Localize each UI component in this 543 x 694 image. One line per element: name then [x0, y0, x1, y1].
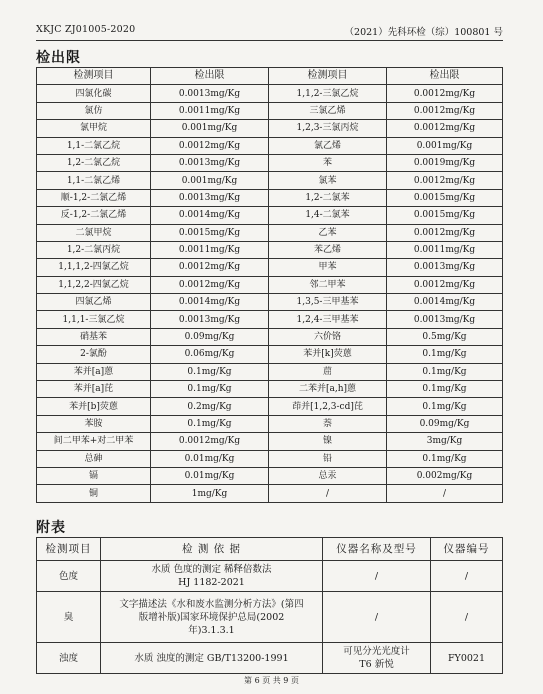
item-cell: 萘 [269, 415, 387, 432]
table-header-row [37, 68, 503, 85]
item-cell: 苯并[b]荧蒽 [37, 398, 151, 415]
limit-cell: 0.09mg/Kg [151, 328, 269, 345]
item-cell: 反-1,2-二氯乙烯 [37, 207, 151, 224]
item-cell: 二苯并[a,h]蒽 [269, 381, 387, 398]
limit-cell: 0.0012mg/Kg [387, 85, 503, 102]
item-cell: 铅 [269, 450, 387, 467]
column-header: 检出限 [387, 68, 503, 85]
limit-cell: 0.0012mg/Kg [387, 120, 503, 137]
limit-cell: 1mg/Kg [151, 485, 269, 502]
limit-cell: 0.0012mg/Kg [151, 137, 269, 154]
instrument-cell [323, 561, 431, 592]
item-cell: 1,2-二氯丙烷 [37, 241, 151, 258]
item-cell: 色度 [37, 561, 101, 592]
instrument-cell-line: 可见分光光度计 [343, 646, 410, 657]
basis-cell [101, 561, 323, 592]
table-row [37, 241, 503, 258]
appendix-table [36, 537, 503, 674]
table-row [37, 381, 503, 398]
item-cell: 1,4-二氯苯 [269, 207, 387, 224]
table-row [37, 433, 503, 450]
limit-cell: 0.2mg/Kg [151, 398, 269, 415]
item-cell: 苯乙烯 [269, 241, 387, 258]
section-title-appendix: 附表 [36, 520, 66, 536]
item-cell: 苯并[a]蒽 [37, 363, 151, 380]
item-cell: 邻二甲苯 [269, 276, 387, 293]
limit-cell: 0.0019mg/Kg [387, 154, 503, 171]
item-cell: 四氯化碳 [37, 85, 151, 102]
table-row [37, 311, 503, 328]
item-cell: 氯仿 [37, 102, 151, 119]
item-cell: 臭 [37, 592, 101, 643]
limit-cell: 0.0013mg/Kg [151, 311, 269, 328]
limit-cell: 0.0014mg/Kg [387, 294, 503, 311]
limit-cell: 0.1mg/Kg [387, 363, 503, 380]
limit-cell: 0.1mg/Kg [387, 450, 503, 467]
basis-cell-line: 文字描述法《水和废水监测分析方法》(第四 [119, 598, 304, 610]
section-title-detection-limits: 检出限 [36, 50, 81, 66]
page-number: 第 6 页 共 9 页 [244, 676, 299, 685]
table-row [37, 172, 503, 189]
limit-cell: 0.01mg/Kg [151, 450, 269, 467]
item-cell: 1,2,3-三氯丙烷 [269, 120, 387, 137]
limit-cell: 0.0013mg/Kg [151, 189, 269, 206]
item-cell: 二氯甲烷 [37, 224, 151, 241]
limit-cell: 0.0013mg/Kg [387, 259, 503, 276]
limit-cell: 0.0015mg/Kg [387, 189, 503, 206]
item-cell: 1,1,2-三氯乙烷 [269, 85, 387, 102]
limit-cell: 0.1mg/Kg [387, 346, 503, 363]
table-row [37, 120, 503, 137]
column-header: 检测项目 [37, 68, 151, 85]
limit-cell: 0.0015mg/Kg [387, 207, 503, 224]
item-cell: 顺-1,2-二氯乙烯 [37, 189, 151, 206]
basis-cell-line: 水质 色度的测定 稀释倍数法 [151, 564, 272, 575]
instrument-cell-line: / [374, 570, 379, 582]
item-cell: 1,2,4-三甲基苯 [269, 311, 387, 328]
item-cell: 硝基苯 [37, 328, 151, 345]
table-row [37, 137, 503, 154]
limit-cell: 0.09mg/Kg [387, 415, 503, 432]
instrument-cell [323, 592, 431, 643]
item-cell: 1,1-二氯乙烯 [37, 172, 151, 189]
table-row [37, 102, 503, 119]
item-cell: 间二甲苯+对二甲苯 [37, 433, 151, 450]
detection-limit-table [36, 67, 503, 503]
column-header: 检出限 [151, 68, 269, 85]
basis-cell [101, 592, 323, 643]
item-cell: 氯乙烯 [269, 137, 387, 154]
limit-cell: 0.1mg/Kg [151, 381, 269, 398]
item-cell: 六价铬 [269, 328, 387, 345]
basis-cell-line: 年)3.1.3.1 [188, 624, 235, 636]
limit-cell: 0.0012mg/Kg [387, 172, 503, 189]
column-header: 检测项目 [269, 68, 387, 85]
limit-cell: 0.5mg/Kg [387, 328, 503, 345]
limit-cell: 0.0014mg/Kg [151, 294, 269, 311]
limit-cell: 0.1mg/Kg [387, 381, 503, 398]
table-row [37, 450, 503, 467]
item-cell: 苯并[k]荧蒽 [269, 346, 387, 363]
limit-cell: 0.0012mg/Kg [387, 102, 503, 119]
table-row [37, 85, 503, 102]
column-header: 仪器编号 [431, 538, 503, 561]
item-cell: 氯苯 [269, 172, 387, 189]
item-cell: 1,3,5-三甲基苯 [269, 294, 387, 311]
item-cell: 1,1-二氯乙烷 [37, 137, 151, 154]
item-cell: 1,2-二氯乙烷 [37, 154, 151, 171]
column-header: 仪器名称及型号 [323, 538, 431, 561]
header-divider [36, 40, 503, 41]
limit-cell: 0.01mg/Kg [151, 467, 269, 484]
limit-cell: 0.06mg/Kg [151, 346, 269, 363]
basis-cell-line: 版增补版)国家环境保护总局(2002 [138, 611, 285, 623]
item-cell: 四氯乙烯 [37, 294, 151, 311]
table-row [37, 467, 503, 484]
instrument-cell-line: / [374, 611, 379, 623]
limit-cell: 0.0012mg/Kg [387, 224, 503, 241]
table-row [37, 561, 503, 592]
basis-cell-line: 水质 浊度的测定 GB/T13200-1991 [134, 652, 289, 664]
item-cell: 总汞 [269, 467, 387, 484]
instrument-number-cell: / [431, 561, 503, 592]
limit-cell: 0.0012mg/Kg [151, 276, 269, 293]
item-cell: 总砷 [37, 450, 151, 467]
item-cell: 镉 [37, 467, 151, 484]
instrument-number-cell: / [431, 592, 503, 643]
page-header [36, 21, 503, 37]
item-cell: 苯胺 [37, 415, 151, 432]
table-row [37, 154, 503, 171]
limit-cell: 0.0012mg/Kg [151, 259, 269, 276]
table-row [37, 276, 503, 293]
limit-cell: 0.1mg/Kg [151, 363, 269, 380]
table-row [37, 328, 503, 345]
item-cell: / [269, 485, 387, 502]
table-row [37, 207, 503, 224]
document-code: XKJC ZJ01005-2020 [36, 24, 136, 35]
table-row [37, 643, 503, 674]
item-cell: 浊度 [37, 643, 101, 674]
table-row [37, 485, 503, 502]
item-cell: 1,1,1,2-四氯乙烷 [37, 259, 151, 276]
limit-cell: 0.0011mg/Kg [387, 241, 503, 258]
item-cell: 1,2-二氯苯 [269, 189, 387, 206]
item-cell: 苯并[a]芘 [37, 381, 151, 398]
item-cell: 茚并[1,2,3-cd]芘 [269, 398, 387, 415]
item-cell: 苯 [269, 154, 387, 171]
limit-cell: 0.0011mg/Kg [151, 102, 269, 119]
instrument-cell-line: T6 新悦 [359, 659, 394, 670]
limit-cell: 0.001mg/Kg [387, 137, 503, 154]
table-row [37, 259, 503, 276]
item-cell: 甲苯 [269, 259, 387, 276]
limit-cell: 0.1mg/Kg [387, 398, 503, 415]
table-row [37, 592, 503, 643]
limit-cell: 0.0015mg/Kg [151, 224, 269, 241]
limit-cell: 0.001mg/Kg [151, 120, 269, 137]
table-row [37, 189, 503, 206]
item-cell: 氯甲烷 [37, 120, 151, 137]
item-cell: 䓛 [269, 363, 387, 380]
table-row [37, 294, 503, 311]
limit-cell: 0.1mg/Kg [151, 415, 269, 432]
table-row [37, 415, 503, 432]
limit-cell: 0.0013mg/Kg [151, 154, 269, 171]
limit-cell: 0.002mg/Kg [387, 467, 503, 484]
instrument-number-cell: FY0021 [431, 643, 503, 674]
table-row [37, 224, 503, 241]
table-row [37, 346, 503, 363]
limit-cell: 0.0013mg/Kg [151, 85, 269, 102]
item-cell: 三氯乙烯 [269, 102, 387, 119]
limit-cell: / [387, 485, 503, 502]
limit-cell: 0.001mg/Kg [151, 172, 269, 189]
limit-cell: 0.0012mg/Kg [387, 276, 503, 293]
limit-cell: 3mg/Kg [387, 433, 503, 450]
item-cell: 1,1,2,2-四氯乙烷 [37, 276, 151, 293]
item-cell: 乙苯 [269, 224, 387, 241]
item-cell: 1,1,1-三氯乙烷 [37, 311, 151, 328]
report-number: （2021）先科环检（综）100801 号 [344, 27, 503, 38]
limit-cell: 0.0014mg/Kg [151, 207, 269, 224]
table-row [37, 398, 503, 415]
instrument-cell [323, 643, 431, 674]
column-header: 检测项目 [37, 538, 101, 561]
limit-cell: 0.0011mg/Kg [151, 241, 269, 258]
item-cell: 2-氯酚 [37, 346, 151, 363]
table-header-row [37, 538, 503, 561]
basis-cell-line: HJ 1182-2021 [178, 577, 245, 588]
basis-cell [101, 643, 323, 674]
limit-cell: 0.0012mg/Kg [151, 433, 269, 450]
limit-cell: 0.0013mg/Kg [387, 311, 503, 328]
table-row [37, 363, 503, 380]
item-cell: 铜 [37, 485, 151, 502]
column-header: 检 测 依 据 [101, 538, 323, 561]
item-cell: 镍 [269, 433, 387, 450]
